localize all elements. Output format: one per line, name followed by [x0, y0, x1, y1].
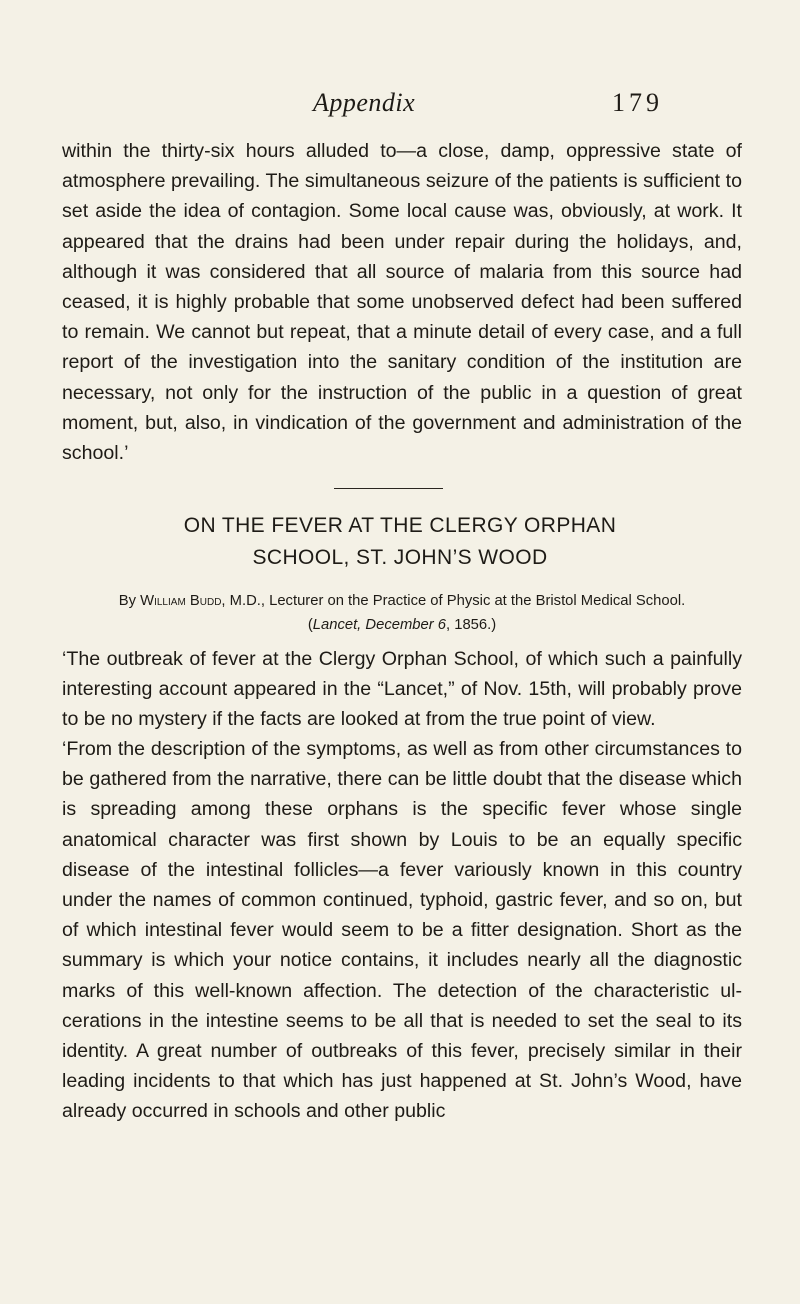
citation-year: , 1856.): [446, 617, 497, 633]
byline: [62, 590, 742, 612]
running-title: Appendix: [313, 88, 416, 117]
body-paragraph-1: within the thirty-six hours alluded to—a close, damp, oppressive state of atmosphere prevailing. The simultaneous seizure of the patients is sufficient to set aside the idea of contagion. Some local cause was, obviously, at work. It appeared that the drains had been under repair during the holidays, and, although it was considered that all source of malaria from this source had ceased, it is highly probable that some unobserved defect had been suffered to remain. We cannot but repeat, that a minute detail of every case, and a full report of the investigation into the sanitary condition of the institution are necessary, not only for the instruction of the public in a question of great moment, but, also, in vindication of the government and administration of the school.’: [62, 140, 742, 465]
citation-open: (: [307, 617, 313, 633]
section-divider: [334, 488, 443, 489]
page-header: [0, 88, 800, 128]
byline-author: William Budd: [140, 593, 222, 609]
section-heading-line-1: ON THE FEVER AT THE CLERGY ORPHAN: [183, 514, 617, 537]
byline-credentials: , M.D., Lecturer on the Practice of Physic at the Bristol Medical School.: [221, 593, 686, 609]
section-heading-line-2: SCHOOL, ST. JOHN’S WOOD: [252, 546, 548, 569]
citation: [62, 614, 742, 636]
body-paragraph-3: ‘From the description of the symptoms, as well as from other circumstances to be gathered from the narrative, there can be little doubt that the disease which is spreading among these orphans is the specific fever whose single anatomical character was first shown by Louis to be an equally specific disease of the intestinal follicles—a fever variously known in this country under the names of common continued, typhoid, gastric fever, and so on, but of which intestinal fever would seem to be a fitter designation. Short as the summary is which your notice contains, it includes nearly all the diagnostic marks of this well-known affection. The detection of the characteristic ulcerations in the intestine seems to be all that is needed to set the seal to its identity. A great number of outbreaks of this fever, precisely similar in their leading incidents to that which has just happened at St. John’s Wood, have already occurred in schools and other public: [62, 738, 742, 1123]
body-paragraph-2: ‘The outbreak of fever at the Clergy Orphan School, of which such a painfully interesting account appeared in the “Lancet,” of Nov. 15th, will probably prove to be no mystery if the facts are looked at from the true point of view.: [62, 648, 742, 731]
citation-journal: Lancet, December 6: [312, 617, 446, 633]
page-number: 179: [612, 88, 663, 117]
byline-prefix: By: [118, 593, 141, 609]
section-heading: [100, 510, 700, 574]
